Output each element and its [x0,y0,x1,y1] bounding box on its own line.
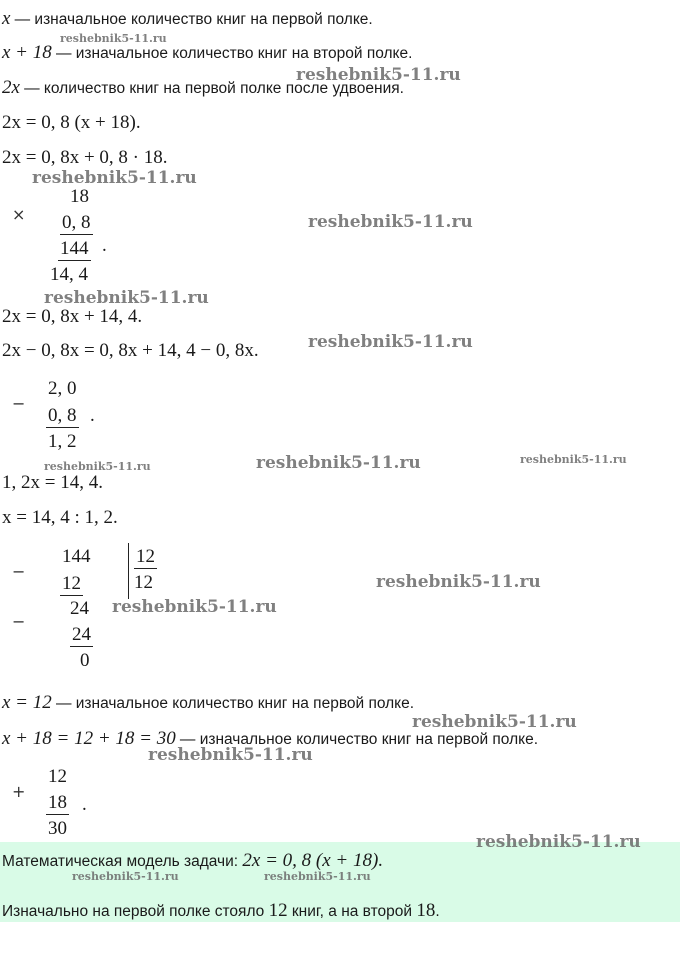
division-quotient: 12 [134,572,153,593]
equation-5: 1, 2x = 14, 4. [2,472,103,493]
plus-sign: + [12,782,26,801]
watermark: reshebnik5-11.ru [412,712,577,732]
watermark: reshebnik5-11.ru [60,32,167,45]
sub-operand-a: 2, 0 [48,378,77,399]
watermark: reshebnik5-11.ru [72,870,179,883]
division-minus-sign-2: − [12,612,26,631]
mult-result: 14, 4 [50,264,88,285]
result-math: x = 12 [2,692,52,713]
division-subtrahend-1: 12 [62,573,81,594]
minus-sign: − [12,394,26,413]
mult-operand-a: 18 [70,186,89,207]
equation-3: 2x = 0, 8x + 14, 4. [2,306,143,327]
add-operand-b: 18 [48,792,67,813]
watermark: reshebnik5-11.ru [44,288,209,308]
division-subtrahend-2: 24 [72,624,91,645]
answer-final-num-2: 18 [416,900,436,921]
definition-text: — количество книг на первой полке после удвоения. [24,80,404,97]
sub-dot: . [90,405,95,426]
result-text: — изначальное количество книг на первой полке. [55,695,415,712]
definition-text: — изначальное количество книг на второй полке. [55,45,413,62]
mult-dot: . [102,235,107,256]
add-result: 30 [48,818,67,839]
division-divisor: 12 [136,546,155,567]
expression-x-plus-18: x + 18 [2,42,52,63]
answer-model-text: Математическая модель задачи: [2,853,243,870]
sub-result: 1, 2 [48,431,77,452]
answer-final-text-2: книг, а на второй [287,903,417,920]
watermark: reshebnik5-11.ru [264,870,371,883]
watermark: reshebnik5-11.ru [44,460,151,473]
watermark: reshebnik5-11.ru [520,453,627,466]
sub-operand-b: 0, 8 [48,405,77,426]
add-operand-a: 12 [48,766,67,787]
answer-model-math: 2x = 0, 8 (x + 18). [242,850,384,871]
result-line-1 [2,692,414,714]
equation-6: x = 14, 4 : 1, 2. [2,507,118,528]
mult-partial-product: 144 [60,238,89,259]
definition-line-1 [2,8,373,30]
watermark: reshebnik5-11.ru [256,453,421,473]
division-bar [128,543,129,599]
watermark: reshebnik5-11.ru [476,832,641,852]
mult-operand-b: 0, 8 [62,212,91,233]
division-minus-sign-1: − [12,562,26,581]
result-text: — изначальное количество книг на первой полке. [179,731,539,748]
watermark: reshebnik5-11.ru [308,332,473,352]
watermark: reshebnik5-11.ru [308,212,473,232]
watermark: reshebnik5-11.ru [296,65,461,85]
division-remainder-1: 24 [70,598,89,619]
answer-final-text-3: . [435,903,440,920]
definition-text: — изначальное количество книг на первой полке. [14,11,373,28]
watermark: reshebnik5-11.ru [32,168,197,188]
definition-line-2 [2,42,412,64]
watermark: reshebnik5-11.ru [112,597,277,617]
division-remainder-final: 0 [80,650,90,671]
add-dot: . [82,794,87,815]
equation-4: 2x − 0, 8x = 0, 8x + 14, 4 − 0, 8x. [2,340,259,361]
answer-final-text-1: Изначально на первой полке стояло [2,903,269,920]
answer-model-line [2,850,383,872]
expression-2x: 2x [2,77,20,98]
watermark: reshebnik5-11.ru [376,572,541,592]
answer-final-num-1: 12 [268,900,288,921]
watermark: reshebnik5-11.ru [148,745,313,765]
result-math: x + 18 = 12 + 18 = 30 [2,728,176,749]
equation-2: 2x = 0, 8x + 0, 8 · 18. [2,147,168,168]
equation-1: 2x = 0, 8 (x + 18). [2,112,141,133]
multiply-sign: × [12,205,26,224]
answer-final-line [2,900,440,922]
division-dividend: 144 [62,546,91,567]
variable-x: x [2,8,11,29]
